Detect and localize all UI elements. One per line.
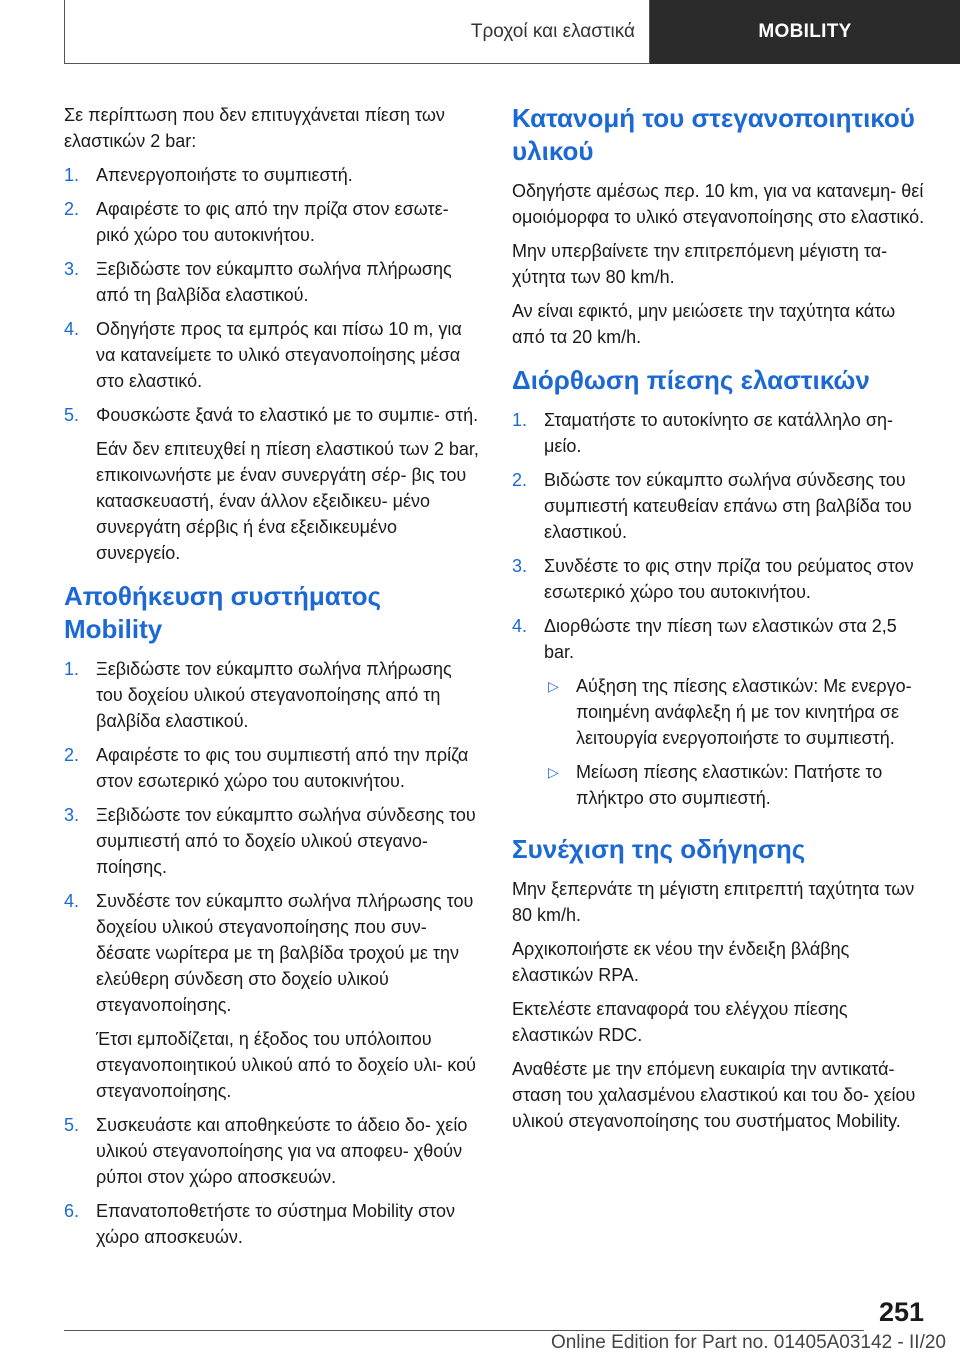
step-item [64, 162, 480, 188]
step-body [96, 402, 480, 566]
step-text: Συνδέστε τον εύκαμπτο σωλήνα πλήρωσης του δοχείου υλικού στεγανοποίησης που συν‐ δέσατε νωρίτερα με τη βαλβίδα τροχού με την ελεύθερη σύνδεση στο δοχείο υλικού στεγανοποίησης. [96, 891, 474, 1015]
step-text: Απενεργοποιήστε το συμπιεστή. [96, 165, 353, 185]
step-item [64, 256, 480, 308]
step-item [512, 467, 928, 545]
heading-distribute-sealant: Κατανομή του στεγανοποιητικού υλικού [512, 103, 915, 166]
step-text: Οδηγήστε προς τα εμπρός και πίσω 10 m, για να κατανείμετε το υλικό στεγανοποίησης μέσα στο ελαστικό. [96, 319, 462, 391]
page-header [64, 0, 960, 64]
step-text: Αφαιρέστε το φις από την πρίζα στον εσωτε‐ ρικό χώρο του αυτοκινήτου. [96, 199, 449, 245]
step-text: Αφαιρέστε το φις του συμπιεστή από την πρίζα στον εσωτερικό χώρο του αυτοκινήτου. [96, 745, 469, 791]
step-item [512, 407, 928, 459]
step-item [64, 656, 480, 734]
step-text: Επανατοποθετήστε το σύστημα Mobility στον χώρο αποσκευών. [96, 1201, 455, 1247]
bullet-item [544, 673, 928, 751]
paragraph: Εκτελέστε επαναφορά του ελέγχου πίεσης ελαστικών RDC. [512, 999, 848, 1045]
step-text: Ξεβιδώστε τον εύκαμπτο σωλήνα πλήρωσης από τη βαλβίδα ελαστικού. [96, 259, 452, 305]
step-body [96, 256, 480, 308]
step-note: Εάν δεν επιτευχθεί η πίεση ελαστικού των 2 bar, επικοινωνήστε με έναν συνεργάτη σέρ‐ βις του κατασκευαστή, έναν άλλον εξειδικευ‐ μένο συνεργάτη σέρβις ή ένα εξειδικευμένο συνεργείο. [96, 439, 479, 563]
heading-continue-driving: Συνέχιση της οδήγησης [512, 834, 806, 864]
step-text: Σταματήστε το αυτοκίνητο σε κατάλληλο ση‐ μείο. [544, 410, 893, 456]
step-number: 6. [64, 1201, 80, 1221]
footer-edition: Online Edition for Part no. 01405A03142 - II/20 [550, 1332, 946, 1353]
step-text: Ξεβιδώστε τον εύκαμπτο σωλήνα σύνδεσης του συμπιεστή από το δοχείο υλικού στεγανο‐ ποίησης. [96, 805, 476, 877]
step-number: 3. [64, 259, 80, 279]
step-item [64, 1112, 480, 1190]
step-item [64, 742, 480, 794]
bullet-text: Μείωση πίεσης ελαστικών: Πατήστε το πλήκτρο στο συμπιεστή. [576, 762, 883, 808]
paragraph: Αναθέστε με την επόμενη ευκαιρία την αντικατά‐ σταση του χαλασμένου ελαστικού και του δο‐ χείου υλικού στεγανοποίησης του συστήματος Mobility. [512, 1059, 916, 1131]
step-number: 5. [64, 405, 80, 425]
paragraph: Μην ξεπερνάτε τη μέγιστη επιτρεπτή ταχύτητα των 80 km/h. [512, 879, 915, 925]
footer-divider [64, 1330, 864, 1331]
step-body [544, 467, 928, 545]
step-item [64, 316, 480, 394]
step-text: Συνδέστε το φις στην πρίζα του ρεύματος στον εσωτερικό χώρο του αυτοκινήτου. [544, 556, 914, 602]
triangle-bullet-icon: ▷ [548, 678, 559, 694]
step-body [96, 196, 480, 248]
bullet-text: Αύξηση της πίεσης ελαστικών: Με ενεργο‐ ποιημένη ανάφλεξη ή με τον κινητήρα σε λειτουργία ενεργοποιήστε το συμπιεστή. [576, 676, 912, 748]
left-column [64, 102, 480, 1258]
heading-store-mobility: Αποθήκευση συστήματος Mobility [64, 581, 382, 644]
section-title: Τροχοί και ελαστικά [64, 0, 650, 64]
triangle-bullet-icon: ▷ [548, 764, 559, 780]
intro-paragraph: Σε περίπτωση που δεν επιτυγχάνεται πίεση των ελαστικών 2 bar: [64, 105, 445, 151]
step-body [544, 553, 928, 605]
step-number: 3. [512, 556, 528, 576]
step-text: Βιδώστε τον εύκαμπτο σωλήνα σύνδεσης του συμπιεστή κατευθείαν επάνω στη βαλβίδα του ελαστικού. [544, 470, 912, 542]
step-number: 3. [64, 805, 80, 825]
paragraph: Οδηγήστε αμέσως περ. 10 km, για να κατανεμη‐ θεί ομοιόμορφα το υλικό στεγανοποίησης στο ελαστικό. [512, 181, 925, 227]
paragraph: Αν είναι εφικτό, μην μειώσετε την ταχύτητα κάτω από τα 20 km/h. [512, 301, 896, 347]
heading-correct-pressure: Διόρθωση πίεσης ελαστικών [512, 365, 870, 395]
paragraph: Αρχικοποιήστε εκ νέου την ένδειξη βλάβης ελαστικών RPA. [512, 939, 850, 985]
step-item [64, 196, 480, 248]
step-body [96, 316, 480, 394]
chapter-tab: MOBILITY [650, 0, 960, 64]
step-number: 2. [64, 745, 80, 765]
step-number: 2. [512, 470, 528, 490]
bullet-item [544, 759, 928, 811]
step-item [512, 553, 928, 605]
step-item [64, 888, 480, 1104]
step-list-correct-pressure [512, 407, 928, 819]
paragraph: Μην υπερβαίνετε την επιτρεπόμενη μέγιστη τα‐ χύτητα των 80 km/h. [512, 241, 888, 287]
step-body [96, 162, 480, 188]
step-item [64, 1198, 480, 1250]
step-note: Έτσι εμποδίζεται, η έξοδος του υπόλοιπου στεγανοποιητικού υλικού από το δοχείο υλι‐ κού στεγανοποίησης. [96, 1029, 477, 1101]
step-number: 1. [64, 165, 80, 185]
bullet-list [544, 673, 928, 811]
step-number: 4. [512, 616, 528, 636]
step-list-store [64, 656, 480, 1250]
step-text: Φουσκώστε ξανά το ελαστικό με το συμπιε‐ στή. [96, 405, 479, 425]
step-body [96, 742, 480, 794]
step-list-low-pressure [64, 162, 480, 566]
step-number: 1. [512, 410, 528, 430]
step-number: 4. [64, 319, 80, 339]
step-item [512, 613, 928, 819]
right-column [512, 102, 928, 1142]
step-text: Συσκευάστε και αποθηκεύστε το άδειο δο‐ χείο υλικού στεγανοποίησης για να αποφευ‐ χθούν ρύποι στον χώρο αποσκευών. [96, 1115, 468, 1187]
step-text: Ξεβιδώστε τον εύκαμπτο σωλήνα πλήρωσης του δοχείου υλικού στεγανοποίησης από τη βαλβίδα ελαστικού. [96, 659, 452, 731]
page-number: 251 [878, 1297, 924, 1327]
step-body [96, 1198, 480, 1250]
step-number: 4. [64, 891, 80, 911]
step-body [96, 656, 480, 734]
step-body [544, 407, 928, 459]
step-body [96, 888, 480, 1104]
step-body [96, 1112, 480, 1190]
step-text: Διορθώστε την πίεση των ελαστικών στα 2,5 bar. [544, 616, 897, 662]
step-number: 1. [64, 659, 80, 679]
step-number: 2. [64, 199, 80, 219]
step-body [96, 802, 480, 880]
step-body [544, 613, 928, 819]
step-item [64, 402, 480, 566]
step-item [64, 802, 480, 880]
step-number: 5. [64, 1115, 80, 1135]
